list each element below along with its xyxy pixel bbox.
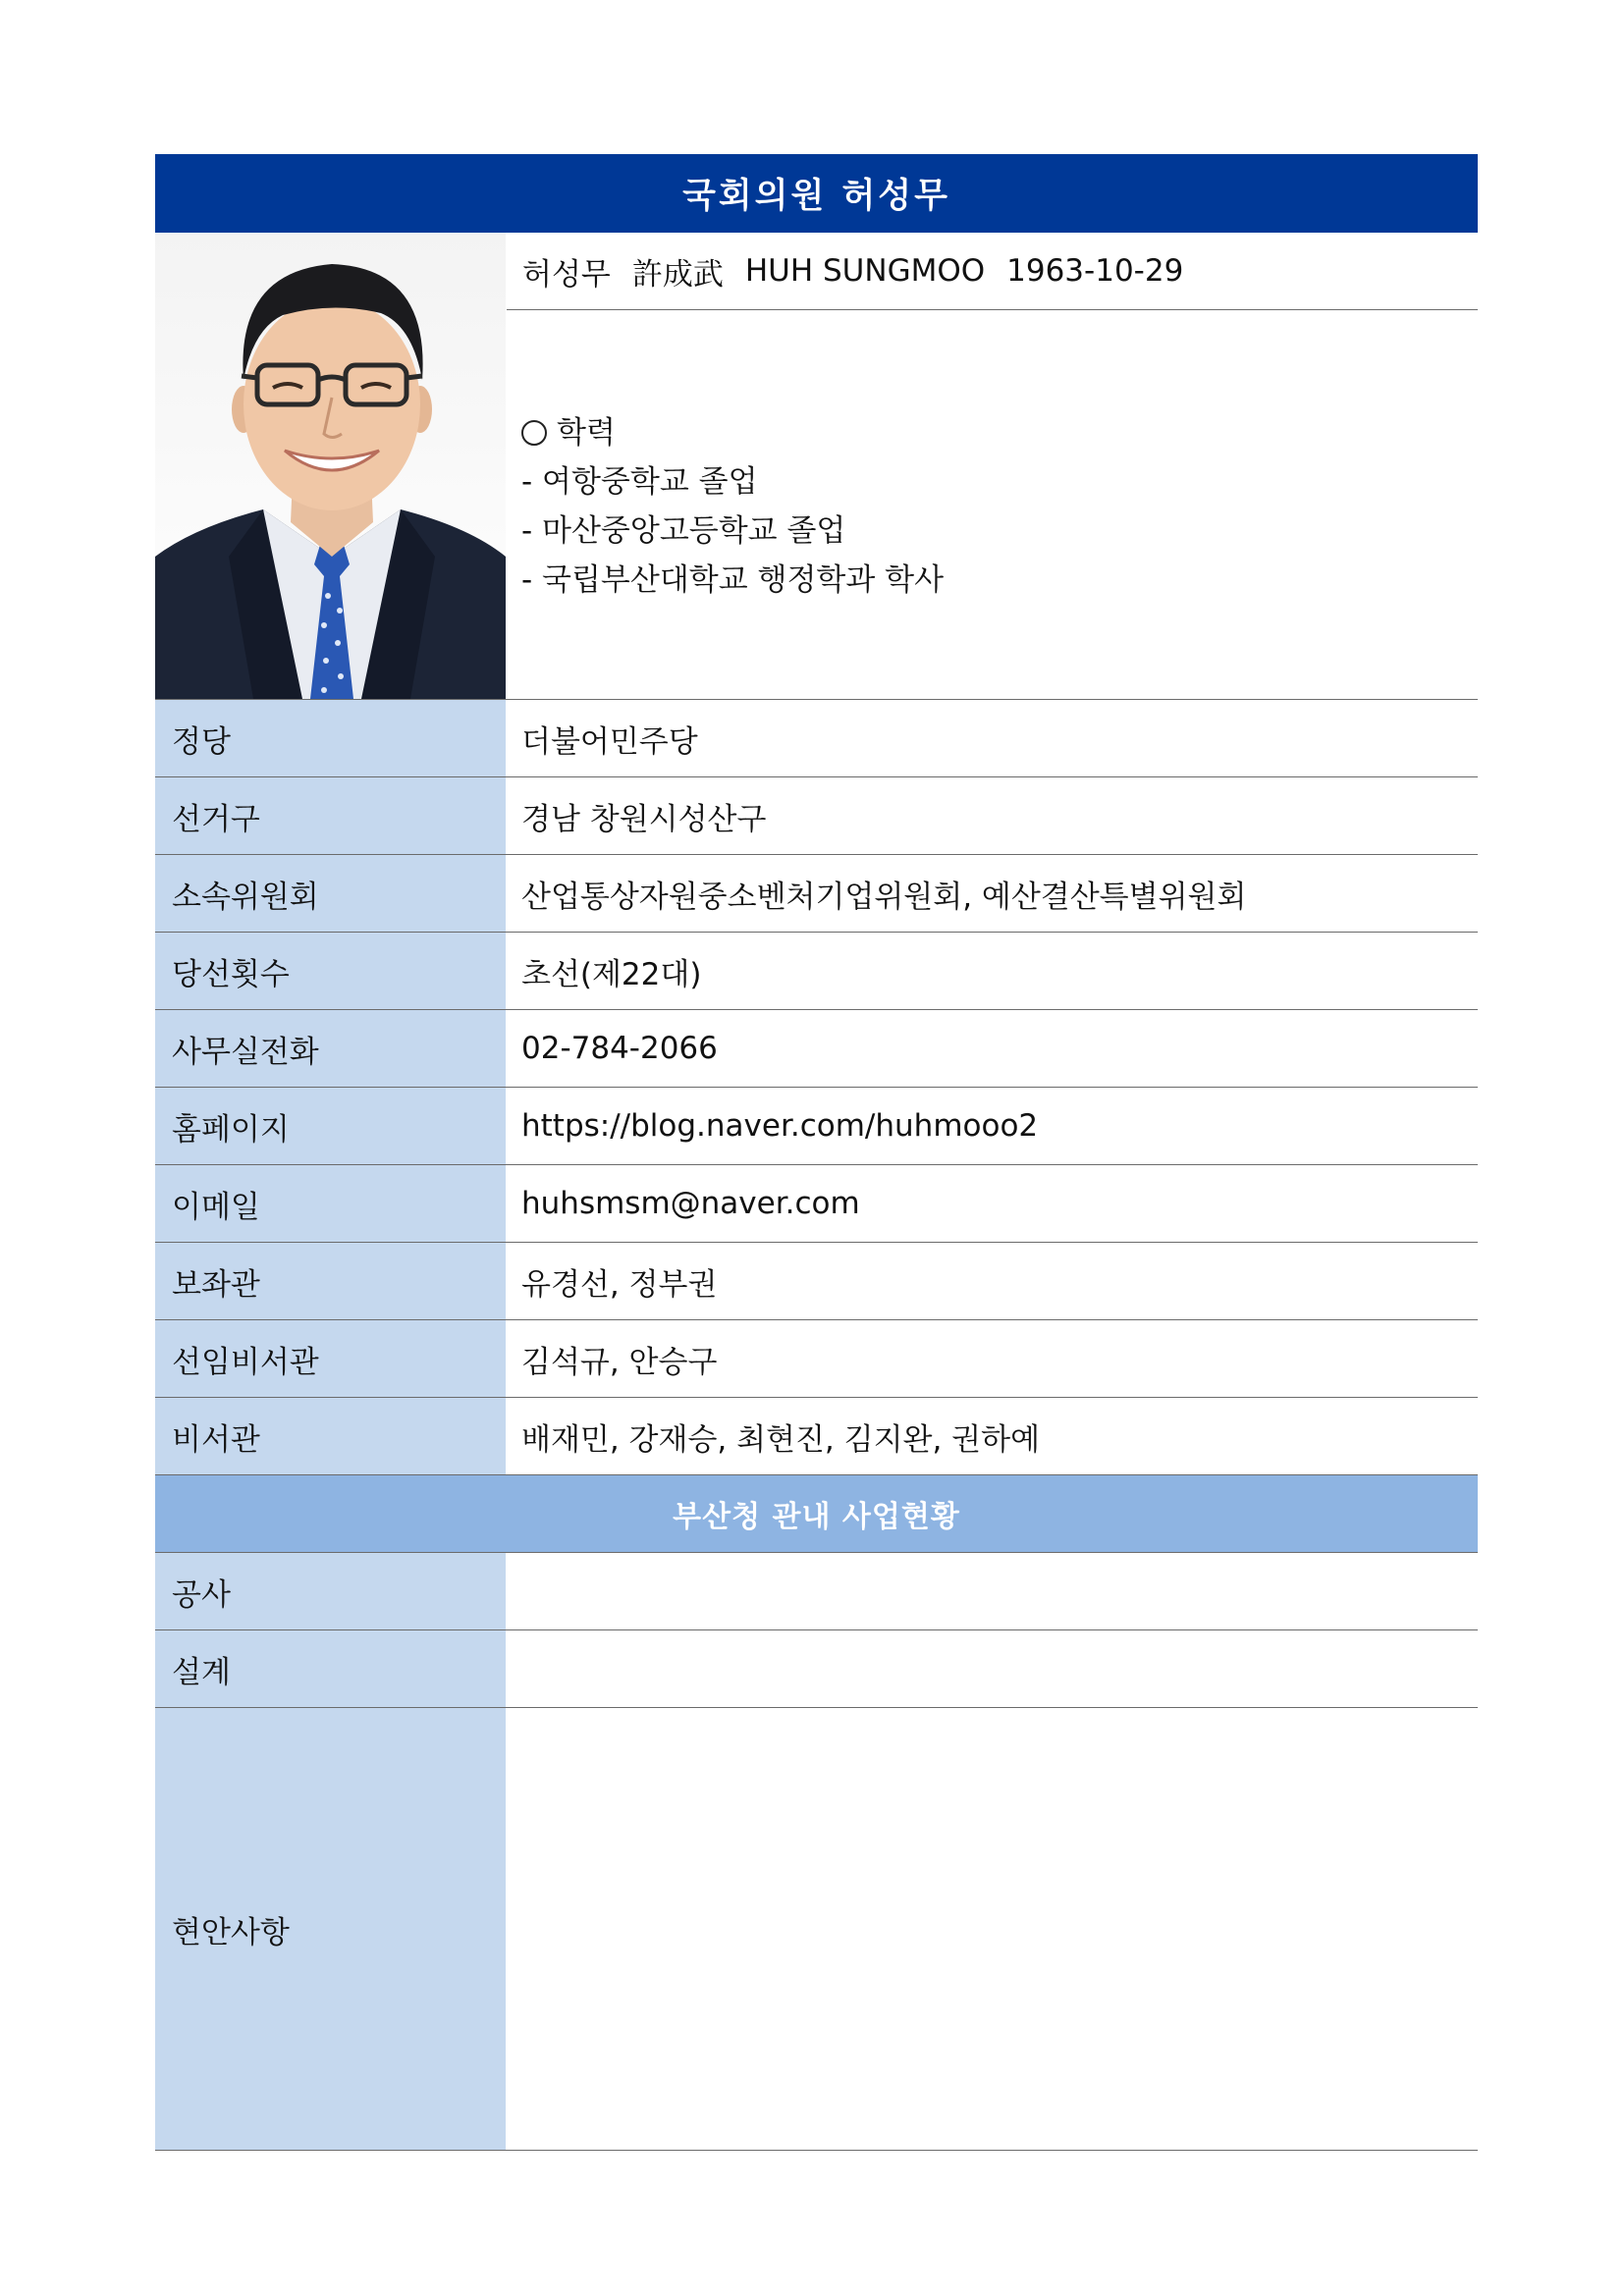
section-row-issues [155, 1708, 1478, 2151]
education-block [506, 310, 1478, 605]
name-hanja: 許成武 [631, 256, 724, 293]
info-row-aides [155, 1243, 1478, 1320]
name-english: HUH SUNGMOO [744, 253, 986, 289]
info-row-senior-secretaries [155, 1320, 1478, 1398]
education-item: - 마산중앙고등학교 졸업 [521, 513, 846, 549]
email-link[interactable]: huhsmsm@naver.com [521, 1186, 860, 1221]
row-value [506, 1708, 1478, 2150]
row-label: 소속위원회 [155, 855, 506, 932]
row-label: 홈페이지 [155, 1088, 506, 1164]
profile-details [506, 233, 1478, 699]
row-value: 경남 창원시성산구 [521, 801, 767, 837]
row-value: 초선(제22대) [521, 956, 702, 992]
row-value: 02-784-2066 [521, 1031, 718, 1066]
row-label: 사무실전화 [155, 1010, 506, 1087]
education-heading-text: 학력 [557, 415, 616, 451]
profile-block [155, 233, 1478, 700]
info-row-committee [155, 855, 1478, 933]
education-item: - 국립부산대학교 행정학과 학사 [521, 562, 945, 598]
name-korean: 허성무 [522, 256, 611, 293]
person-portrait-icon [155, 233, 506, 699]
homepage-link[interactable]: https://blog.naver.com/huhmooo2 [521, 1108, 1039, 1144]
row-value: 산업통상자원중소벤처기업위원회, 예산결산특별위원회 [521, 879, 1247, 915]
education-heading [521, 408, 1478, 457]
info-row-terms [155, 933, 1478, 1010]
name-line [507, 233, 1478, 310]
row-label: 정당 [155, 700, 506, 776]
row-label: 선거구 [155, 777, 506, 854]
info-row-secretaries [155, 1398, 1478, 1475]
section-row-construction [155, 1553, 1478, 1630]
section-row-design [155, 1630, 1478, 1708]
row-label: 보좌관 [155, 1243, 506, 1319]
row-value [506, 1630, 1478, 1707]
info-row-party [155, 700, 1478, 777]
row-label: 설계 [155, 1630, 506, 1707]
birth-date: 1963-10-29 [1006, 253, 1184, 289]
row-label: 현안사항 [155, 1708, 506, 2150]
row-label: 당선횟수 [155, 933, 506, 1009]
row-label: 이메일 [155, 1165, 506, 1242]
info-row-phone [155, 1010, 1478, 1088]
row-value: 더불어민주당 [521, 723, 698, 760]
row-value: 유경선, 정부권 [521, 1266, 718, 1303]
info-row-homepage [155, 1088, 1478, 1165]
row-label: 선임비서관 [155, 1320, 506, 1397]
page-title: 국회의원 허성무 [155, 154, 1478, 233]
row-label: 공사 [155, 1553, 506, 1629]
education-item: - 여항중학교 졸업 [521, 464, 758, 500]
info-row-district [155, 777, 1478, 855]
row-value [506, 1553, 1478, 1629]
circle-bullet-icon [521, 420, 547, 446]
row-value: 김석규, 안승구 [521, 1344, 718, 1380]
row-value: 배재민, 강재승, 최현진, 김지완, 권하예 [521, 1421, 1041, 1458]
section-title: 부산청 관내 사업현황 [155, 1475, 1478, 1553]
info-row-email [155, 1165, 1478, 1243]
profile-sheet [155, 154, 1478, 2151]
row-label: 비서관 [155, 1398, 506, 1474]
